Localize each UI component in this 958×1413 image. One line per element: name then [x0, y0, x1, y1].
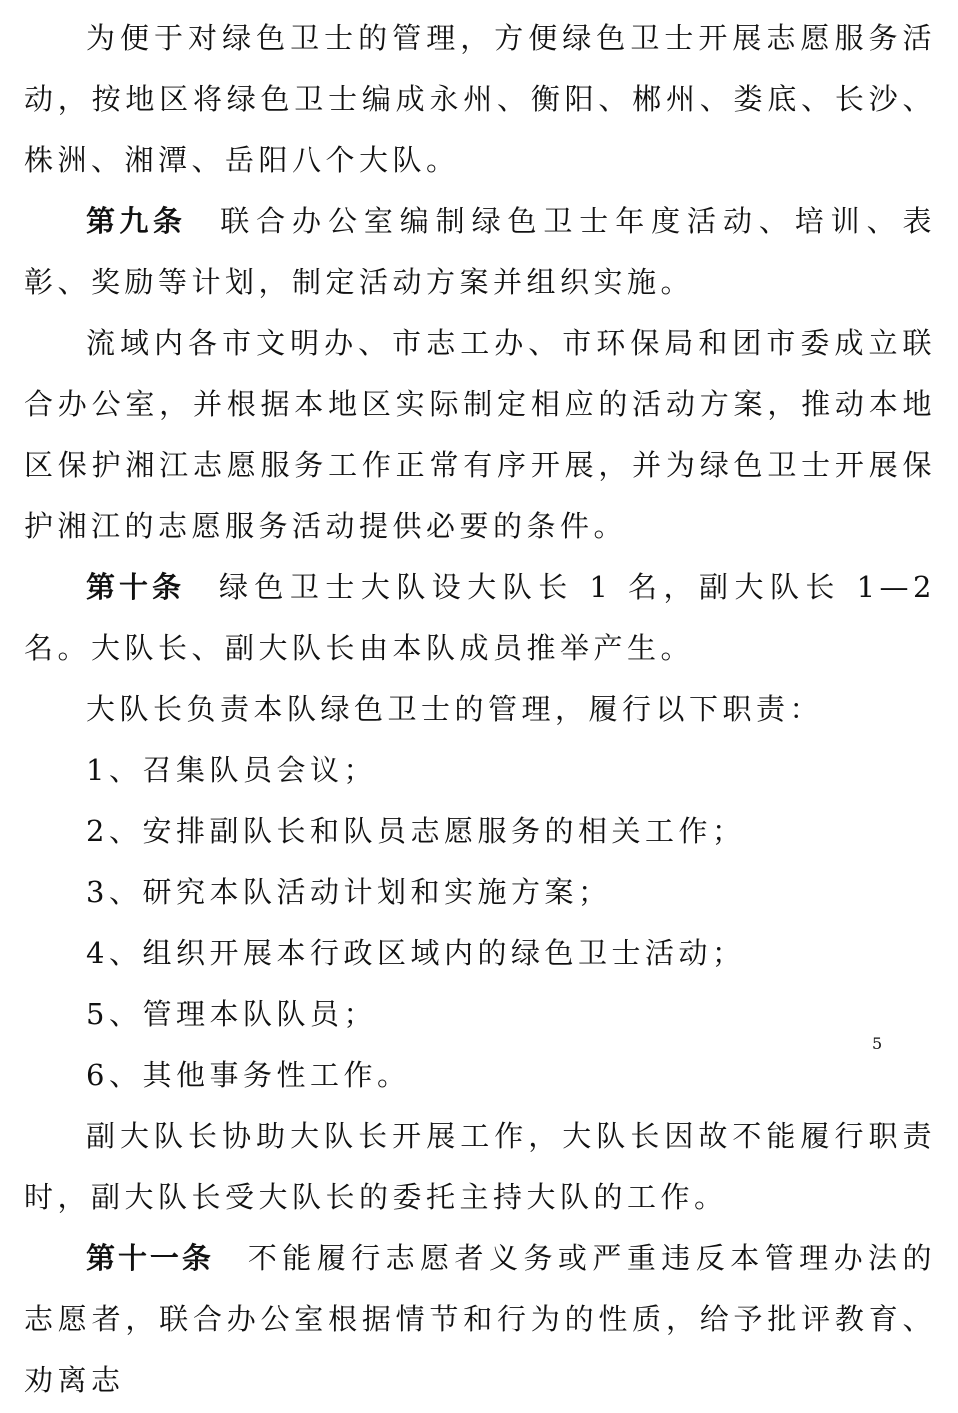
paragraph-groups: [24, 8, 936, 191]
list-item: [24, 984, 936, 1045]
list-item-text: 4、组织开展本行政区域内的绿色卫士活动；: [86, 936, 746, 970]
paragraph-deputy: [24, 1106, 936, 1228]
article-9: [24, 191, 936, 313]
paragraph-text: 副大队长协助大队长开展工作，大队长因故不能履行职责时，副大队长受大队长的委托主持大队的工作。: [24, 1119, 936, 1214]
list-item: [24, 801, 936, 862]
list-item-text: 2、安排副队长和队员志愿服务的相关工作；: [86, 814, 746, 848]
document-body: [24, 8, 936, 1411]
paragraph-text: 联合办公室编制绿色卫士年度活动、培训、表彰、奖励等计划，制定活动方案并组织实施。: [24, 204, 936, 299]
paragraph-joint-office: [24, 313, 936, 557]
list-item-text: 3、研究本队活动计划和实施方案；: [86, 875, 612, 909]
list-item-text: 5、管理本队队员；: [86, 997, 377, 1031]
list-item-text: 1、召集队员会议；: [86, 753, 377, 787]
article-11: [24, 1228, 936, 1411]
article-title: 第九条: [86, 204, 187, 238]
page-number: 5: [872, 1034, 883, 1053]
list-item: [24, 923, 936, 984]
article-title: 第十条: [86, 570, 185, 604]
paragraph-text: 为便于对绿色卫士的管理，方便绿色卫士开展志愿服务活动，按地区将绿色卫士编成永州、衡阳、郴州、娄底、长沙、株洲、湘潭、岳阳八个大队。: [24, 21, 936, 177]
list-item: [24, 862, 936, 923]
article-10: [24, 557, 936, 679]
list-item-text: 6、其他事务性工作。: [86, 1058, 411, 1092]
article-title: 第十一条: [86, 1241, 214, 1275]
paragraph-text: 流域内各市文明办、市志工办、市环保局和团市委成立联合办公室，并根据本地区实际制定相应的活动方案，推动本地区保护湘江志愿服务工作正常有序开展，并为绿色卫士开展保护湘江的志愿服务活动提供必要的条件。: [24, 326, 936, 543]
list-item: [24, 740, 936, 801]
paragraph-text: 大队长负责本队绿色卫士的管理，履行以下职责：: [86, 692, 824, 726]
list-item: [24, 1045, 936, 1106]
paragraph-text: 不能履行志愿者义务或严重违反本管理办法的志愿者，联合办公室根据情节和行为的性质，给予批评教育、劝离志: [24, 1241, 936, 1397]
paragraph-text: 绿色卫士大队设大队长 1 名，副大队长 1—2 名。大队长、副大队长由本队成员推举产生。: [24, 570, 936, 665]
paragraph-duties-intro: [24, 679, 936, 740]
